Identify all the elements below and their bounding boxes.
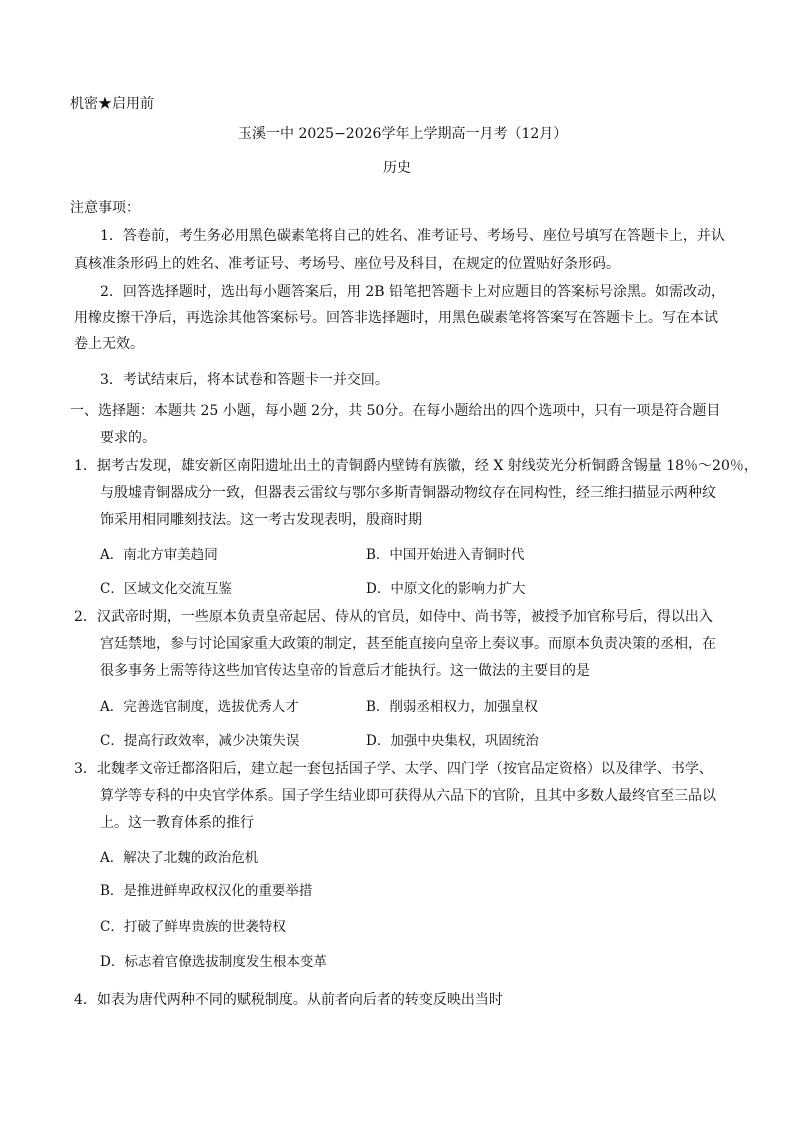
notice-item2-line2: 用橡皮擦干净后，再选涂其他答案标号。回答非选择题时，用黑色碳素笔将答案写在答题卡上。写在本试 — [74, 310, 718, 326]
q2-option-c: C．提高行政效率，减少决策失误 — [100, 733, 300, 749]
q1-line3: 饰采用相同雕刻技法。这一考古发现表明，殷商时期 — [100, 512, 422, 528]
notice-heading: 注意事项： — [70, 200, 140, 216]
q4-line1: 4．如表为唐代两种不同的赋税制度。从前者向后者的转变反映出当时 — [74, 992, 503, 1008]
exam-title: 玉溪一中 2025−2026学年上学期高一月考（12月） — [238, 126, 568, 142]
notice-item2-line1: 2．回答选择题时，选出每小题答案后，用 2B 铅笔把答题卡上对应题目的答案标号涂黑。如需改动， — [100, 284, 726, 300]
q2-line2: 宫廷禁地，参与讨论国家重大政策的制定，甚至能直接向皇帝上奏议事。而原本负责决策的丞相，在 — [100, 636, 716, 652]
section1-line2: 要求的。 — [100, 430, 156, 446]
notice-item2-line3: 卷上无效。 — [74, 336, 144, 352]
q3-option-b: B．是推进鲜卑政权汉化的重要举措 — [100, 883, 313, 899]
q1-option-b: B．中国开始进入青铜时代 — [366, 547, 525, 563]
q3-line2: 算学等专科的中央官学体系。国子学生结业即可获得从六品下的官阶，且其中多数人最终官至三品以 — [100, 788, 716, 804]
q1-line1: 1．据考古发现，雄安新区南阳遗址出土的青铜爵内壁铸有族徽，经 X 射线荧光分析铜爵含锡量 18％～20％， — [74, 458, 758, 474]
q2-option-d: D．加强中央集权，巩固统治 — [366, 733, 539, 749]
q3-option-a: A．解决了北魏的政治危机 — [100, 850, 259, 866]
notice-item1-line1: 1．答卷前，考生务必用黑色碳素笔将自己的姓名、准考证号、考场号、座位号填写在答题卡上，并认 — [100, 228, 725, 244]
secret-label: 机密★启用前 — [70, 96, 154, 112]
notice-item1-line2: 真核准条形码上的姓名、准考证号、考场号、座位号及科目，在规定的位置贴好条形码。 — [74, 256, 620, 272]
q2-option-a: A．完善选官制度，选拔优秀人才 — [100, 699, 299, 715]
notice-item3: 3．考试结束后，将本试卷和答题卡一并交回。 — [100, 372, 389, 388]
q3-line3: 上。这一教育体系的推行 — [100, 815, 254, 831]
q3-option-c: C．打破了鲜卑贵族的世袭特权 — [100, 919, 286, 935]
q2-line1: 2．汉武帝时期，一些原本负责皇帝起居、侍从的官员，如侍中、尚书等，被授予加官称号后，得以出入 — [74, 609, 713, 625]
q2-option-b: B．削弱丞相权力，加强皇权 — [366, 699, 538, 715]
section1-line1: 一、选择题：本题共 25 小题，每小题 2分，共 50分。在每小题给出的四个选项中，只有一项是符合题目 — [70, 403, 721, 419]
q3-option-d: D．标志着官僚选拔制度发生根本变革 — [100, 954, 327, 970]
q2-line3: 很多事务上需等待这些加官传达皇帝的旨意后才能执行。这一做法的主要目的是 — [100, 663, 590, 679]
q1-option-d: D．中原文化的影响力扩大 — [366, 581, 526, 597]
subject-title: 历史 — [383, 160, 411, 176]
q1-option-c: C．区域文化交流互鉴 — [100, 581, 232, 597]
q1-line2: 与殷墟青铜器成分一致，但器表云雷纹与鄂尔多斯青铜器动物纹存在同构性，经三维扫描显示两种纹 — [100, 485, 716, 501]
q3-line1: 3．北魏孝文帝迁都洛阳后，建立起一套包括国子学、太学、四门学（按官品定资格）以及律学、书学、 — [74, 761, 713, 777]
q1-option-a: A．南北方审美趋同 — [100, 547, 218, 563]
